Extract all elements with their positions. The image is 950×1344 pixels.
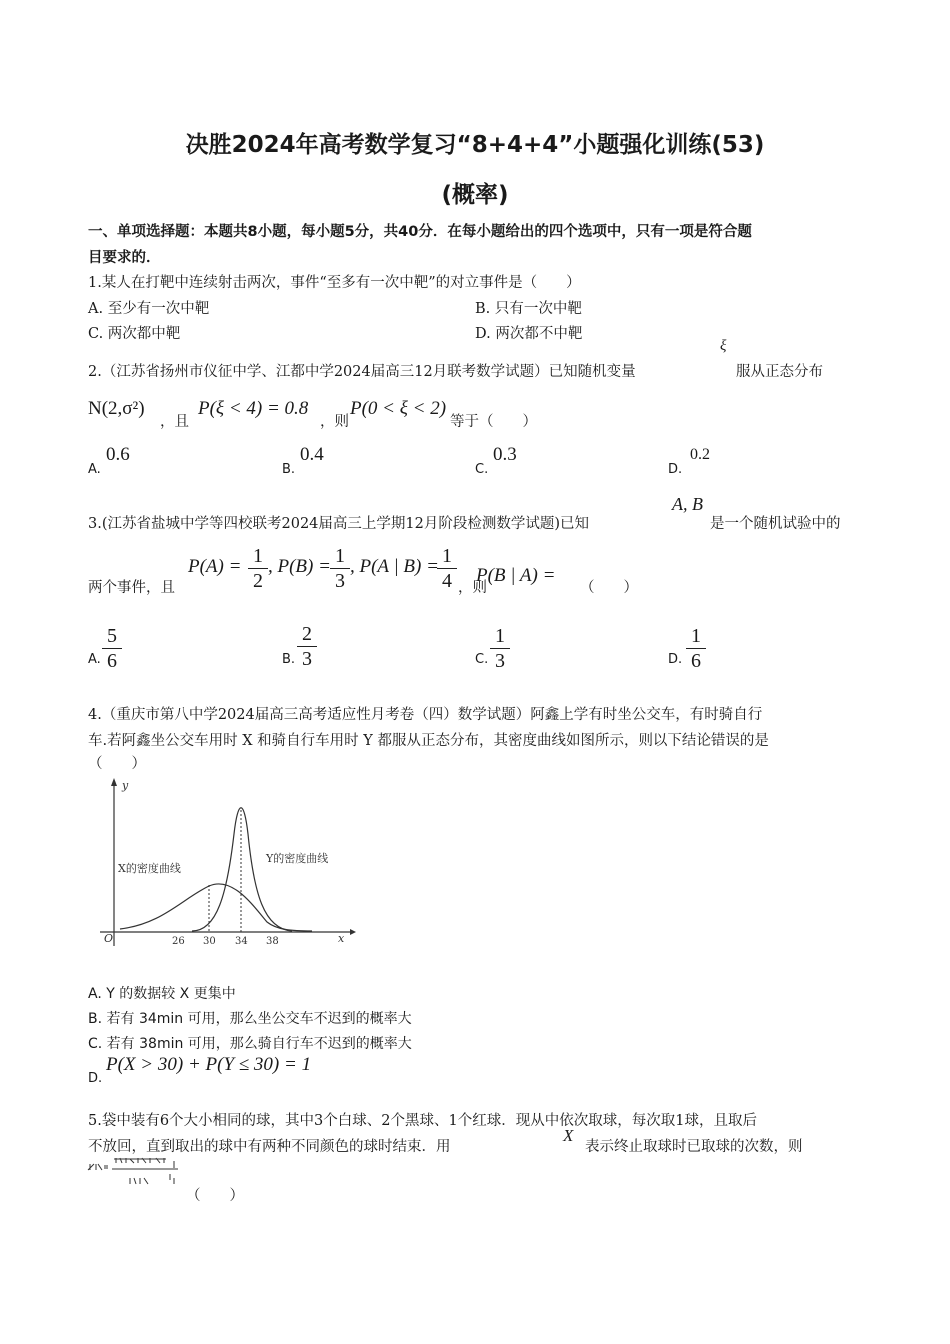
q5-stem-line1: 5.袋中装有6个大小相同的球，其中3个白球、2个黑球、1个红球．现从中依次取球，每次取1球，且取后 xyxy=(88,1113,757,1129)
q2-and: ，且 xyxy=(160,414,189,430)
x-density-curve xyxy=(120,884,312,931)
y-axis-label: y xyxy=(122,779,129,792)
q2-stem-b: 服从正态分布 xyxy=(736,364,823,380)
q5-stem-line2b: 表示终止取球时已取球的次数，则 xyxy=(585,1139,803,1155)
q1-option-b: B. 只有一次中靶 xyxy=(475,301,582,317)
q4-option-c: C. 若有 38min 可用，那么骑自行车不迟到的概率大 xyxy=(88,1036,412,1052)
q3-pa-fraction xyxy=(248,545,268,592)
y-curve-label: Y的密度曲线 xyxy=(266,852,329,865)
q3-option-c-label: C. xyxy=(475,652,489,667)
q2-option-b-label: B. xyxy=(282,462,296,477)
q3-pb-fraction xyxy=(330,545,350,592)
density-graph xyxy=(92,774,362,949)
q3-pa-num: 1 xyxy=(253,545,263,567)
q5-x-variable: X xyxy=(563,1126,574,1145)
q2-option-b-value: 0.4 xyxy=(300,444,324,465)
page-title: 决胜2024年高考数学复习“8+4+4”小题强化训练(53) xyxy=(185,132,765,158)
q3-option-b-label: B. xyxy=(282,652,296,667)
page-subtitle: (概率) xyxy=(441,182,509,208)
q3-option-a-fraction: 5 6 xyxy=(102,625,122,672)
q3-pab-fraction xyxy=(437,545,457,592)
q2-option-a-label: A. xyxy=(88,462,101,477)
q3-pb-label: , P(B) = xyxy=(268,556,331,577)
q5-stem-line2: 不放回，直到取出的球中有两种不同颜色的球时结束．用 xyxy=(88,1139,451,1155)
tick-30: 30 xyxy=(203,936,216,947)
tick-34: 34 xyxy=(235,936,248,947)
q4-stem-line3: （ ） xyxy=(88,756,146,772)
q3-option-a-label: A. xyxy=(88,652,101,667)
q2-option-d-label: D. xyxy=(668,462,683,477)
q3-pb-den: 3 xyxy=(335,570,345,592)
q3-pb-num: 1 xyxy=(335,545,345,567)
q3-stem-c: 两个事件，且 xyxy=(88,580,175,596)
q3-pab-num: 1 xyxy=(442,545,452,567)
x-curve-label: X的密度曲线 xyxy=(118,862,181,875)
q4-option-a: A. Y 的数据较 X 更集中 xyxy=(88,986,236,1002)
q5-blank: （ ） xyxy=(186,1188,244,1204)
y-axis-arrow xyxy=(111,778,117,786)
x-axis-arrow xyxy=(350,929,356,935)
q2-option-d-value: 0.2 xyxy=(690,446,710,463)
q1-option-d: D. 两次都不中靶 xyxy=(475,326,583,342)
q2-equals: 等于（ ） xyxy=(450,414,537,430)
q3-option-d-label: D. xyxy=(668,652,683,667)
q3-option-d-fraction: 1 6 xyxy=(686,625,706,672)
q3-option-c-fraction: 1 3 xyxy=(490,625,510,672)
section-heading: 一、单项选择题：本题共8小题，每小题5分，共40分．在每小题给出的四个选项中，只有一项是符合题 xyxy=(88,224,752,240)
q4-stem-line1: 4.（重庆市第八中学2024届高三高考适应性月考卷（四）数学试题）阿鑫上学有时坐公交车，有时骑自行 xyxy=(88,707,763,723)
q3-pab-den: 4 xyxy=(442,570,452,592)
tick-26: 26 xyxy=(172,936,185,947)
q3-target: P(B | A) = xyxy=(476,565,556,586)
tick-38: 38 xyxy=(266,936,279,947)
q2-option-c-value: 0.3 xyxy=(493,444,517,465)
origin-label: O xyxy=(104,932,114,945)
q2-condition2: P(0 < ξ < 2) xyxy=(350,398,447,419)
q3-stem-b: 是一个随机试验中的 xyxy=(710,516,841,532)
q3-then: ，则 xyxy=(458,580,487,596)
q2-option-a-value: 0.6 xyxy=(106,444,130,465)
q2-then: ，则 xyxy=(320,414,349,430)
q4-option-b: B. 若有 34min 可用，那么坐公交车不迟到的概率大 xyxy=(88,1011,412,1027)
q3-stem-a: 3.(江苏省盐城中学等四校联考2024届高三上学期12月阶段检测数学试题)已知 xyxy=(88,516,589,532)
x-axis-label: x xyxy=(338,932,345,945)
q4-option-d-formula: P(X > 30) + P(Y ≤ 30) = 1 xyxy=(106,1054,312,1075)
q2-xi: ξ xyxy=(720,338,727,354)
y-density-curve xyxy=(192,808,292,931)
q1-stem: 1.某人在打靶中连续射击两次，事件“至多有一次中靶”的对立事件是（ ） xyxy=(88,275,581,291)
q1-option-c: C. 两次都中靶 xyxy=(88,326,181,342)
q3-option-b-fraction: 2 3 xyxy=(297,623,317,670)
section-heading-cont: 目要求的． xyxy=(88,250,161,266)
q2-distribution: N(2,σ²) xyxy=(88,398,145,419)
q3-pa-label: P(A) = xyxy=(188,556,242,577)
q4-stem-line2: 车.若阿鑫坐公交车用时 X 和骑自行车用时 Y 都服从正态分布，其密度曲线如图所示，则以下结论错误的是 xyxy=(88,733,769,749)
q5-garbled-formula xyxy=(86,1156,186,1196)
q3-events: A, B xyxy=(672,494,703,514)
q1-option-a: A. 至少有一次中靶 xyxy=(88,301,210,317)
q2-option-c-label: C. xyxy=(475,462,489,477)
q4-option-d-label: D. xyxy=(88,1071,103,1086)
q2-condition1: P(ξ < 4) = 0.8 xyxy=(198,398,309,419)
q3-blank: （ ） xyxy=(580,580,638,596)
q3-pab-label: , P(A | B) = xyxy=(350,556,439,577)
q2-stem-a: 2.（江苏省扬州市仪征中学、江都中学2024届高三12月联考数学试题）已知随机变量 xyxy=(88,364,636,380)
q3-pa-den: 2 xyxy=(253,570,263,592)
